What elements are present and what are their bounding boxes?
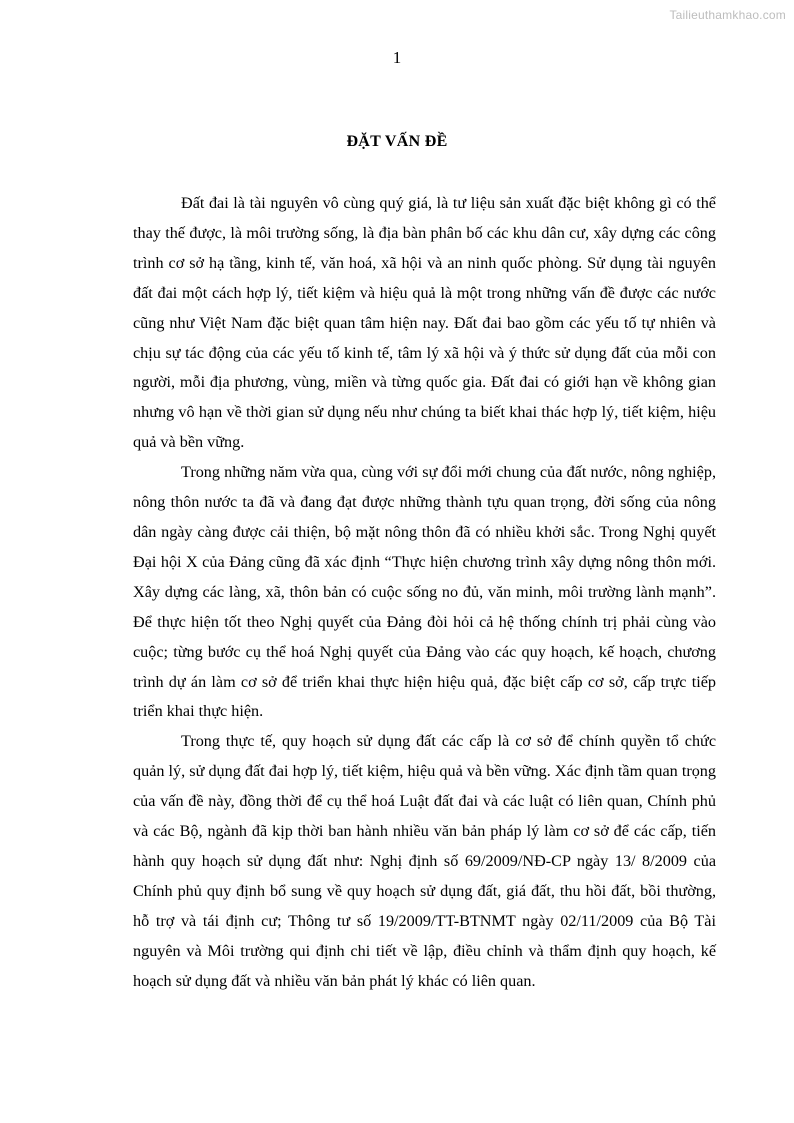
- paragraph-3: Trong thực tế, quy hoạch sử dụng đất các cấp là cơ sở để chính quyền tổ chức quản lý, sử dụng đất đai hợp lý, tiết kiệm, hiệu quả và bền vững. Xác định tầm quan trọng của vấn đề này, đồng thời để cụ thể hoá Luật đất đai và các luật có liên quan, Chính phủ và các Bộ, ngành đã kịp thời ban hành nhiều văn bản pháp lý làm cơ sở để các cấp, tiến hành quy hoạch sử dụng đất như: Nghị định số 69/2009/NĐ-CP ngày 13/ 8/2009 của Chính phủ quy định bổ sung về quy hoạch sử dụng đất, giá đất, thu hồi đất, bồi thường, hỗ trợ và tái định cư; Thông tư số 19/2009/TT-BTNMT ngày 02/11/2009 của Bộ Tài nguyên và Môi trường qui định chi tiết về lập, điều chỉnh và thẩm định quy hoạch, kế hoạch sử dụng đất và nhiều văn bản phát lý khác có liên quan.: [133, 732, 716, 990]
- paragraph-2: Trong những năm vừa qua, cùng với sự đổi mới chung của đất nước, nông nghiệp, nông thôn nước ta đã và đang đạt được những thành tựu quan trọng, đời sống của nông dân ngày càng được cải thiện, bộ mặt nông thôn đã có nhiều khởi sắc. Trong Nghị quyết Đại hội X của Đảng cũng đã xác định “Thực hiện chương trình xây dựng nông thôn mới. Xây dựng các làng, xã, thôn bản có cuộc sống no đủ, văn minh, môi trường lành mạnh”. Để thực hiện tốt theo Nghị quyết của Đảng đòi hỏi cả hệ thống chính trị phải cùng vào cuộc; từng bước cụ thể hoá Nghị quyết của Đảng vào các quy hoạch, kế hoạch, chương trình dự án làm cơ sở để triển khai thực hiện hiệu quả, đặc biệt cấp cơ sở, cấp trực tiếp triển khai thực hiện.: [133, 463, 716, 721]
- watermark-text: Tailieuthamkhao.com: [669, 8, 786, 22]
- page-title: ĐẶT VẤN ĐỀ: [346, 133, 448, 150]
- page-number: 1: [392, 48, 402, 67]
- paragraph-1: Đất đai là tài nguyên vô cùng quý giá, là tư liệu sản xuất đặc biệt không gì có thể thay thế được, là môi trường sống, là địa bàn phân bố các khu dân cư, xây dựng các công trình cơ sở hạ tầng, kinh tế, văn hoá, xã hội và an ninh quốc phòng. Sử dụng tài nguyên đất đai một cách hợp lý, tiết kiệm và hiệu quả là một trong những vấn đề được các nước cũng như Việt Nam đặc biệt quan tâm hiện nay. Đất đai bao gồm các yếu tố tự nhiên và chịu sự tác động của các yếu tố kinh tế, tâm lý xã hội và ý thức sử dụng đất của mỗi con người, mỗi địa phương, vùng, miền và từng quốc gia. Đất đai có giới hạn về không gian nhưng vô hạn về thời gian sử dụng nếu như chúng ta biết khai thác hợp lý, tiết kiệm, hiệu quả và bền vững.: [133, 194, 716, 452]
- document-body: [133, 189, 716, 996]
